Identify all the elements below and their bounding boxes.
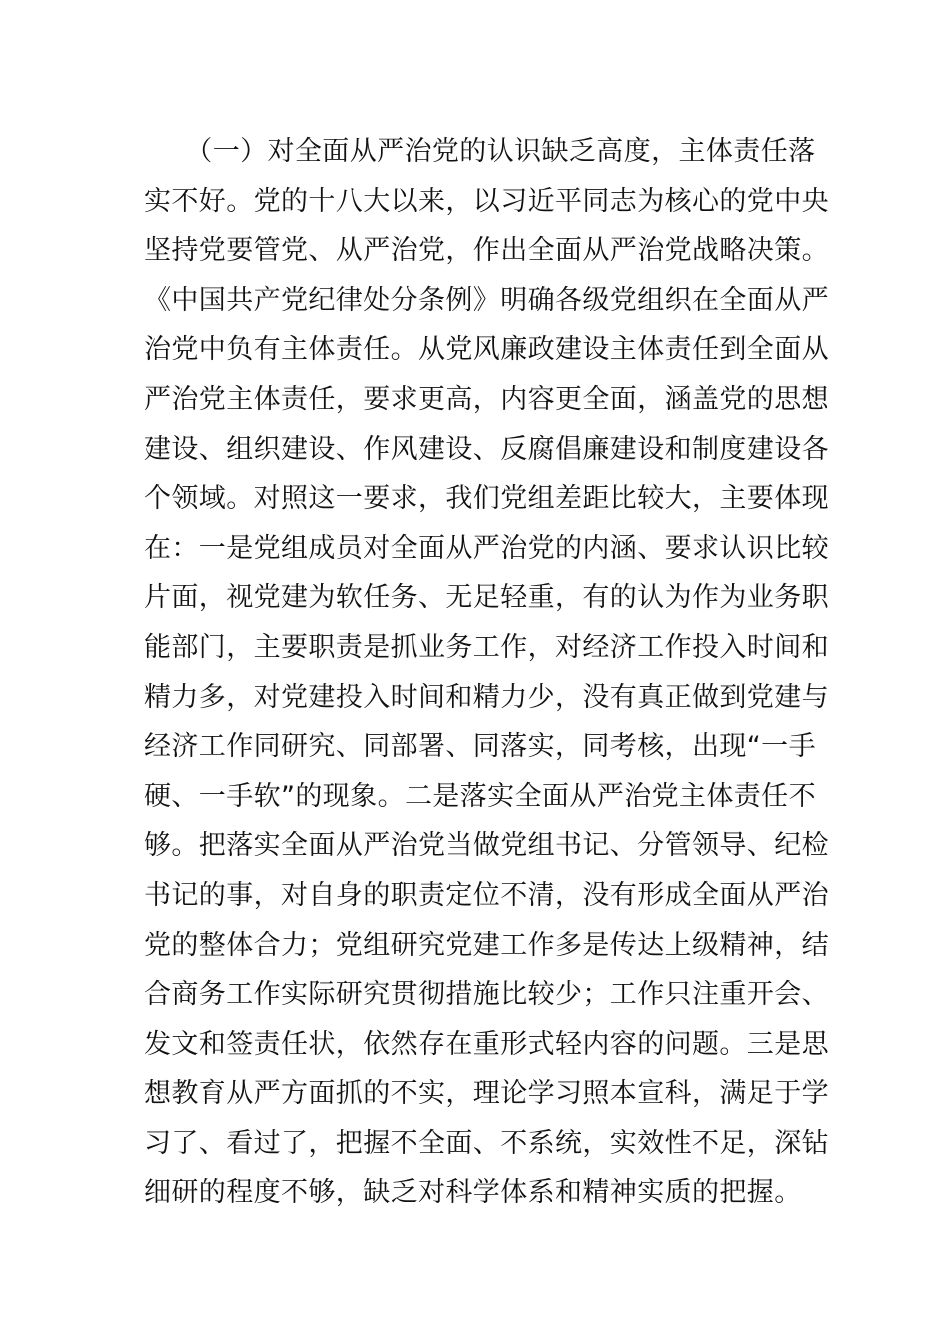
text-line: 发文和签责任状，依然存在重形式轻内容的问题。三是思 bbox=[144, 1028, 829, 1060]
text-line: 硬、一手软”的现象。二是落实全面从严治党主体责任不 bbox=[144, 780, 816, 812]
text-line: 严治党主体责任，要求更高，内容更全面，涵盖党的思想 bbox=[144, 383, 829, 415]
text-line: 片面，视党建为软任务、无足轻重，有的认为作为业务职 bbox=[144, 582, 829, 614]
text-line: 习了、看过了，把握不全面、不系统，实效性不足，深钻 bbox=[144, 1127, 829, 1159]
text-line: 建设、组织建设、作风建设、反腐倡廉建设和制度建设各 bbox=[144, 433, 829, 465]
text-line: 坚持党要管党、从严治党，作出全面从严治党战略决策。 bbox=[144, 235, 829, 267]
text-line: 想教育从严方面抓的不实，理论学习照本宣科，满足于学 bbox=[144, 1078, 829, 1110]
text-line: 精力多，对党建投入时间和精力少，没有真正做到党建与 bbox=[144, 681, 829, 713]
body-paragraph bbox=[144, 127, 829, 1218]
text-line: （一）对全面从严治党的认识缺乏高度，主体责任落 bbox=[144, 136, 816, 167]
text-line: 《中国共产党纪律处分条例》明确各级党组织在全面从严 bbox=[144, 284, 829, 316]
text-line: 细研的程度不够，缺乏对科学体系和精神实质的把握。 bbox=[144, 1177, 802, 1209]
text-line: 能部门，主要职责是抓业务工作，对经济工作投入时间和 bbox=[144, 631, 829, 663]
text-line: 书记的事，对自身的职责定位不清，没有形成全面从严治 bbox=[144, 879, 829, 911]
text-line: 治党中负有主体责任。从党风廉政建设主体责任到全面从 bbox=[144, 334, 829, 366]
text-line: 个领域。对照这一要求，我们党组差距比较大，主要体现 bbox=[144, 483, 829, 515]
text-line: 实不好。党的十八大以来，以习近平同志为核心的党中央 bbox=[144, 185, 829, 217]
text-line: 合商务工作实际研究贯彻措施比较少；工作只注重开会、 bbox=[144, 979, 829, 1011]
text-line: 党的整体合力；党组研究党建工作多是传达上级精神，结 bbox=[144, 929, 829, 961]
text-line: 够。把落实全面从严治党当做党组书记、分管领导、纪检 bbox=[144, 830, 829, 862]
text-line: 经济工作同研究、同部署、同落实，同考核，出现“一手 bbox=[144, 731, 816, 763]
text-line: 在：一是党组成员对全面从严治党的内涵、要求认识比较 bbox=[144, 532, 829, 564]
